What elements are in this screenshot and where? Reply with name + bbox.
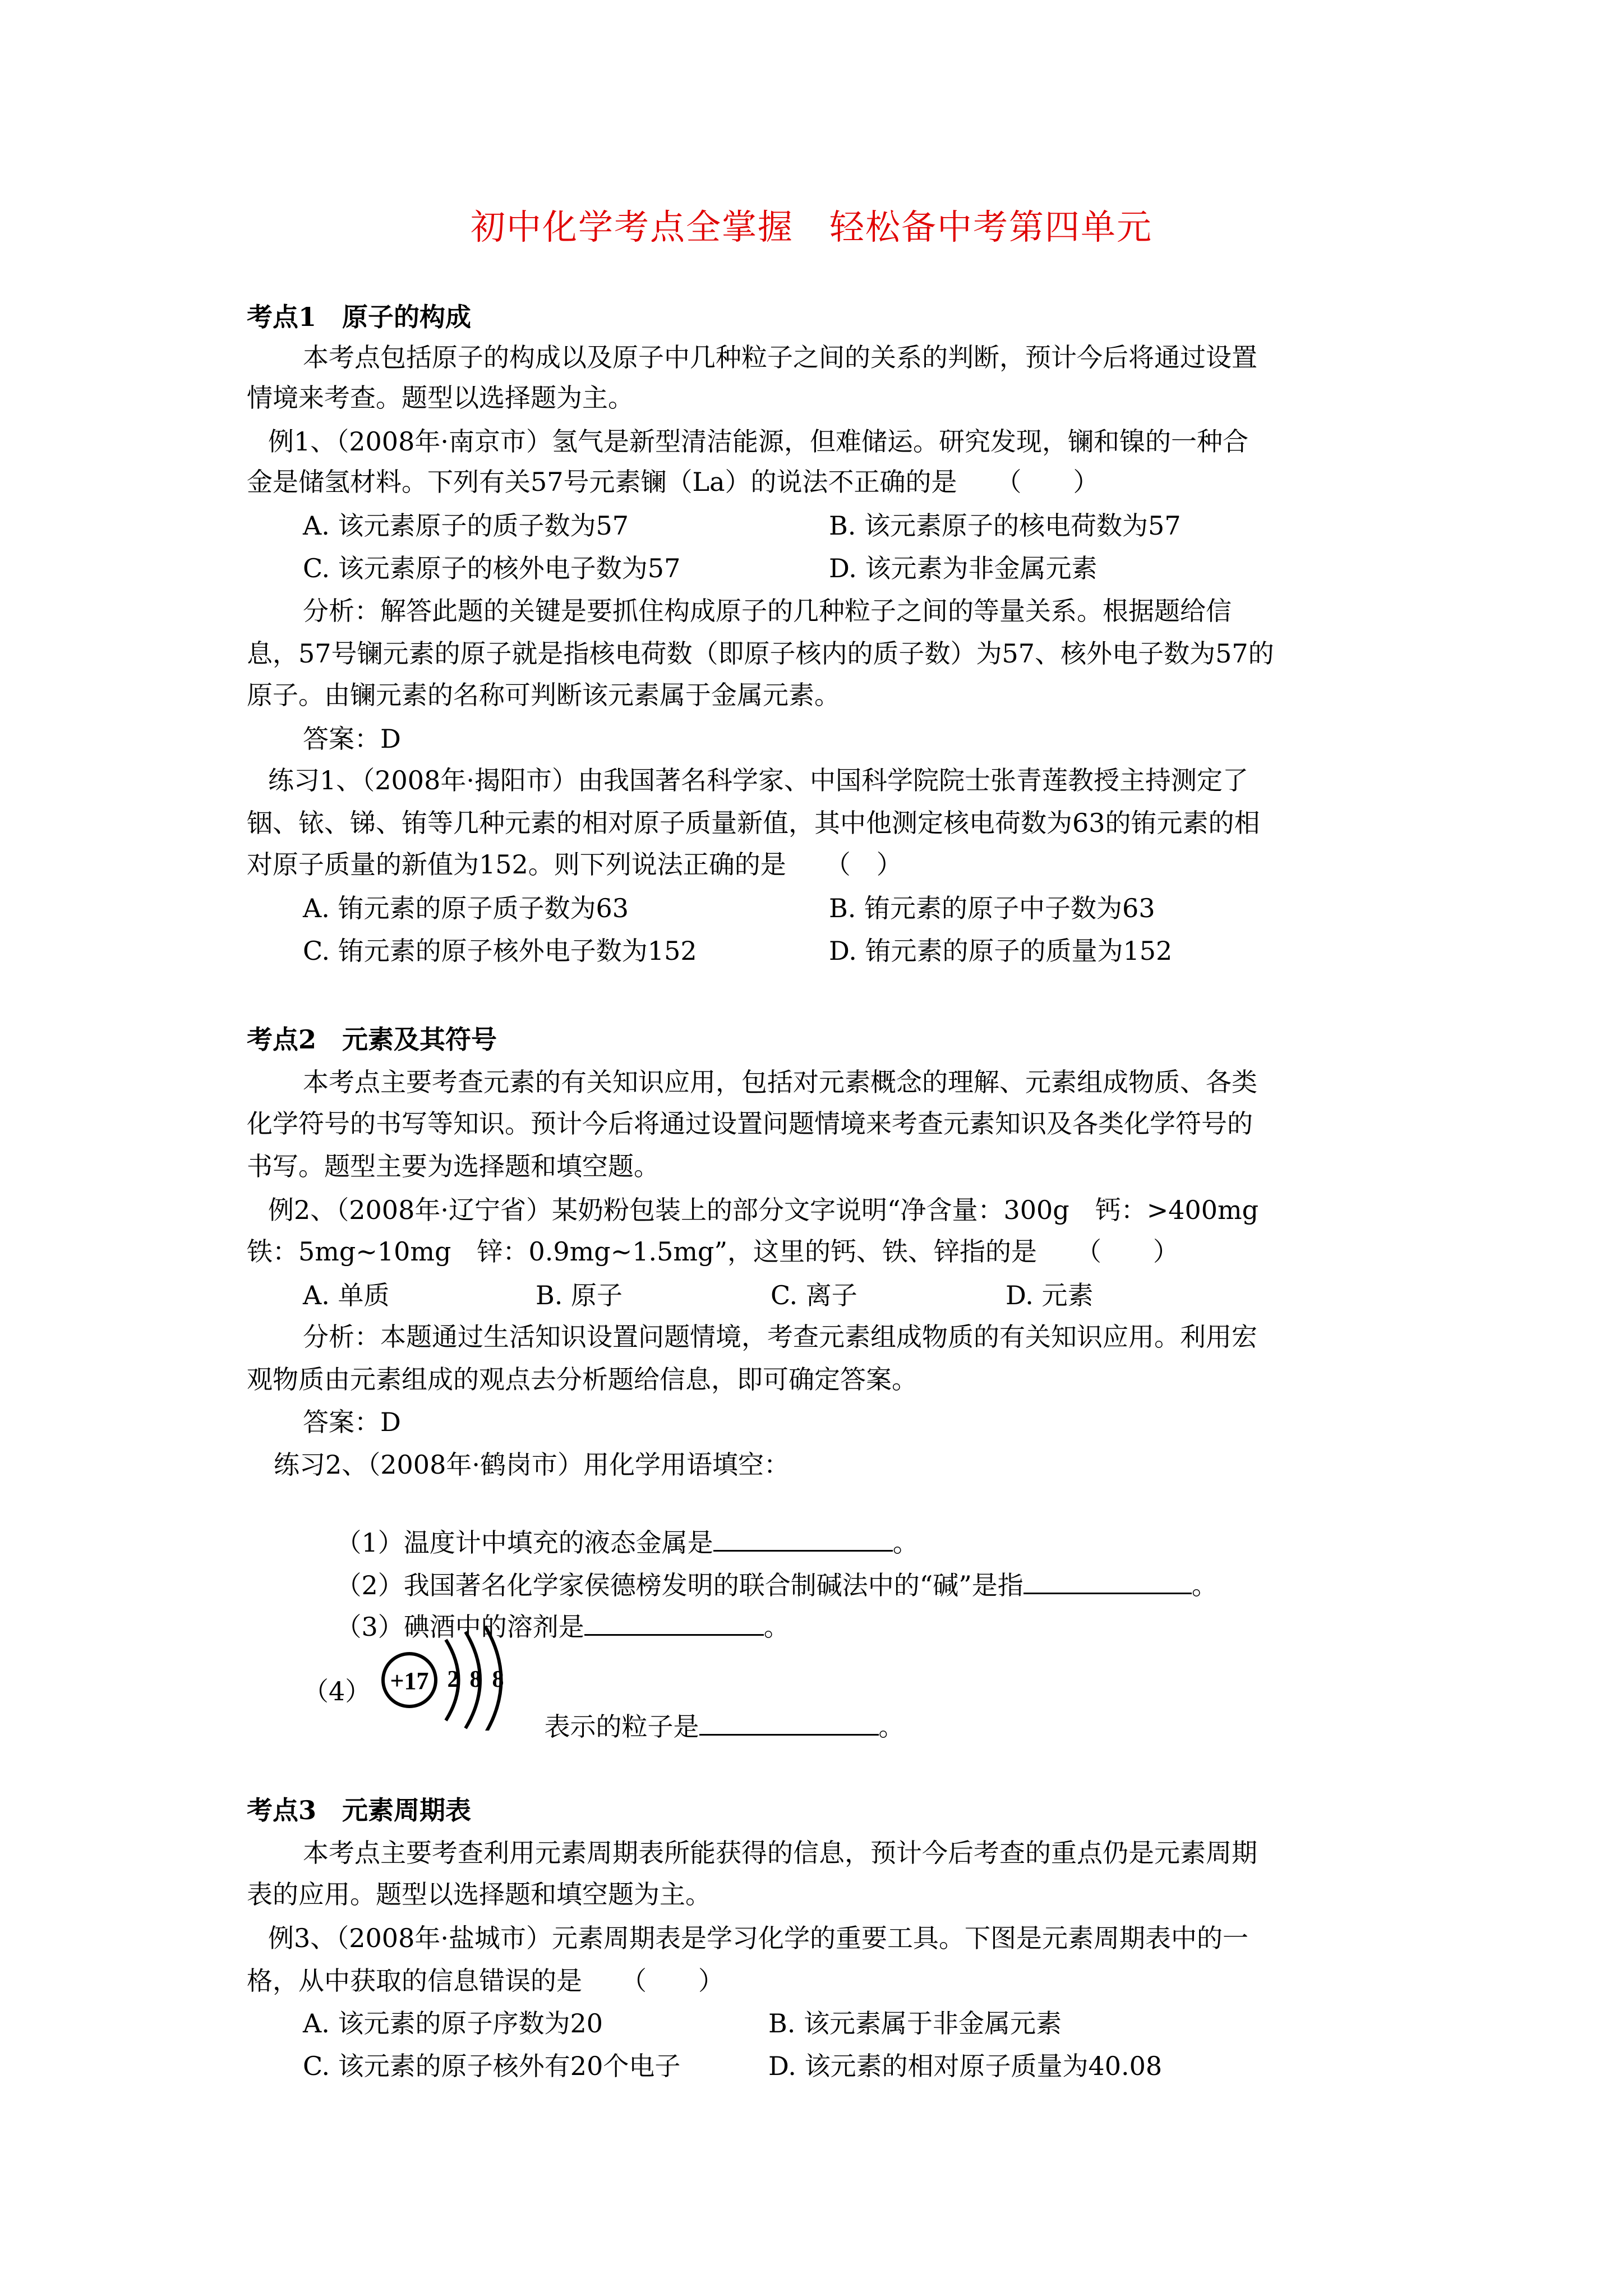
example1-analysis-line3: 原子。由镧元素的名称可判断该元素属于金属元素。	[247, 680, 840, 710]
question2-end: 。	[1191, 1570, 1218, 1600]
example2-option-d: D. 元素	[1006, 1280, 1094, 1310]
example2-option-b: B. 原子	[536, 1280, 623, 1310]
section1-intro-line1: 本考点包括原子的构成以及原子中几种粒子之间的关系的判断，预计今后将通过设置	[303, 342, 1257, 372]
electron-shell-count-1: 2	[447, 1667, 459, 1692]
section3-intro-line1: 本考点主要考查利用元素周期表所能获得的信息，预计今后考查的重点仍是元素周期	[303, 1838, 1257, 1868]
practice1-option-b: B. 铕元素的原子中子数为63	[829, 893, 1155, 923]
question2-text: （2）我国著名化学家侯德榜发明的联合制碱法中的“碱”是指	[335, 1570, 1023, 1600]
electron-shell-count-3: 8	[492, 1667, 504, 1692]
question3-text: （3）碘酒中的溶剂是	[335, 1612, 584, 1642]
example3-option-d: D. 该元素的相对原子质量为40.08	[768, 2051, 1163, 2081]
example3-option-b: B. 该元素属于非金属元素	[768, 2008, 1062, 2039]
section1-heading: 考点1 原子的构成	[247, 302, 472, 332]
section2-intro-line2: 化学符号的书写等知识。预计今后将通过设置问题情境来考查元素知识及各类化学符号的	[247, 1108, 1253, 1139]
example1-line2: 金是储氢材料。下列有关57号元素镧（La）的说法不正确的是 （ ）	[247, 467, 1099, 497]
example2-analysis-line2: 观物质由元素组成的观点去分析题给信息，即可确定答案。	[247, 1364, 917, 1395]
practice2-question4-prefix: （4）	[303, 1676, 371, 1706]
example1-option-a: A. 该元素原子的质子数为57	[303, 510, 629, 541]
question1-text: （1）温度计中填充的液态金属是	[335, 1527, 713, 1558]
section2-intro-line1: 本考点主要考查元素的有关知识应用，包括对元素概念的理解、元素组成物质、各类	[303, 1067, 1257, 1097]
practice1-line3: 对原子质量的新值为152。则下列说法正确的是 （ ）	[247, 849, 902, 880]
example1-answer: 答案：D	[303, 724, 401, 754]
example2-answer: 答案：D	[303, 1407, 401, 1437]
example1-option-b: B. 该元素原子的核电荷数为57	[829, 510, 1181, 541]
example3-line1: 例3、（2008年·盐城市）元素周期表是学习化学的重要工具。下图是元素周期表中的一	[268, 1923, 1248, 1953]
example3-option-a: A. 该元素的原子序数为20	[303, 2008, 603, 2039]
example3-line2: 格，从中获取的信息错误的是 （ ）	[247, 1966, 724, 1996]
example1-option-c: C. 该元素原子的核外电子数为57	[303, 553, 681, 583]
section1-intro-line2: 情境来考查。题型以选择题为主。	[247, 383, 634, 413]
question3-blank[interactable]	[584, 1608, 764, 1636]
example1-analysis-line2: 息，57号镧元素的原子就是指核电荷数（即原子核内的质子数）为57、核外电子数为57的	[247, 638, 1274, 669]
electron-shell-count-2: 8	[469, 1667, 482, 1692]
question2-blank[interactable]	[1023, 1567, 1192, 1594]
atom-nucleus-charge: +17	[390, 1667, 429, 1695]
question4-blank[interactable]	[699, 1708, 879, 1736]
example2-line1: 例2、（2008年·辽宁省）某奶粉包装上的部分文字说明“净含量：300g 钙：>400mg	[268, 1195, 1259, 1225]
section2-heading: 考点2 元素及其符号	[247, 1024, 497, 1055]
practice1-option-c: C. 铕元素的原子核外电子数为152	[303, 936, 697, 966]
practice2-question4	[511, 1674, 905, 1777]
example1-option-d: D. 该元素为非金属元素	[829, 553, 1098, 583]
example2-analysis-line1: 分析：本题通过生活知识设置问题情境，考查元素组成物质的有关知识应用。利用宏	[303, 1322, 1257, 1352]
example1-analysis-line1: 分析：解答此题的关键是要抓住构成原子的几种粒子之间的等量关系。根据题给信	[303, 596, 1232, 626]
section3-heading: 考点3 元素周期表	[247, 1795, 472, 1825]
question3-end: 。	[763, 1612, 790, 1642]
example2-line2: 铁：5mg~10mg 锌：0.9mg~1.5mg”，这里的钙、铁、锌指的是 （ ）	[247, 1236, 1179, 1267]
practice1-option-a: A. 铕元素的原子质子数为63	[303, 893, 629, 923]
question1-end: 。	[892, 1527, 919, 1558]
example2-option-c: C. 离子	[771, 1280, 857, 1310]
example2-option-a: A. 单质	[303, 1280, 390, 1310]
section3-intro-line2: 表的应用。题型以选择题和填空题为主。	[247, 1879, 711, 1910]
document-title: 初中化学考点全掌握 轻松备中考第四单元	[470, 206, 1152, 247]
example1-line1: 例1、（2008年·南京市）氢气是新型清洁能源，但难储运。研究发现，镧和镍的一种合	[268, 426, 1248, 457]
practice1-line1: 练习1、（2008年·揭阳市）由我国著名科学家、中国科学院院士张青莲教授主持测定了	[268, 765, 1248, 795]
practice1-line2: 铟、铱、锑、铕等几种元素的相对原子质量新值，其中他测定核电荷数为63的铕元素的相	[247, 808, 1260, 838]
question4-end: 。	[878, 1711, 905, 1742]
example3-option-c: C. 该元素的原子核外有20个电子	[303, 2051, 681, 2081]
question4-text: 表示的粒子是	[544, 1711, 699, 1742]
practice1-option-d: D. 铕元素的原子的质量为152	[829, 936, 1173, 966]
practice2-line: 练习2、（2008年·鹤岗市）用化学用语填空：	[274, 1450, 790, 1480]
section2-intro-line3: 书写。题型主要为选择题和填空题。	[247, 1151, 660, 1181]
chlorine-atom-structure-diagram	[376, 1624, 516, 1731]
